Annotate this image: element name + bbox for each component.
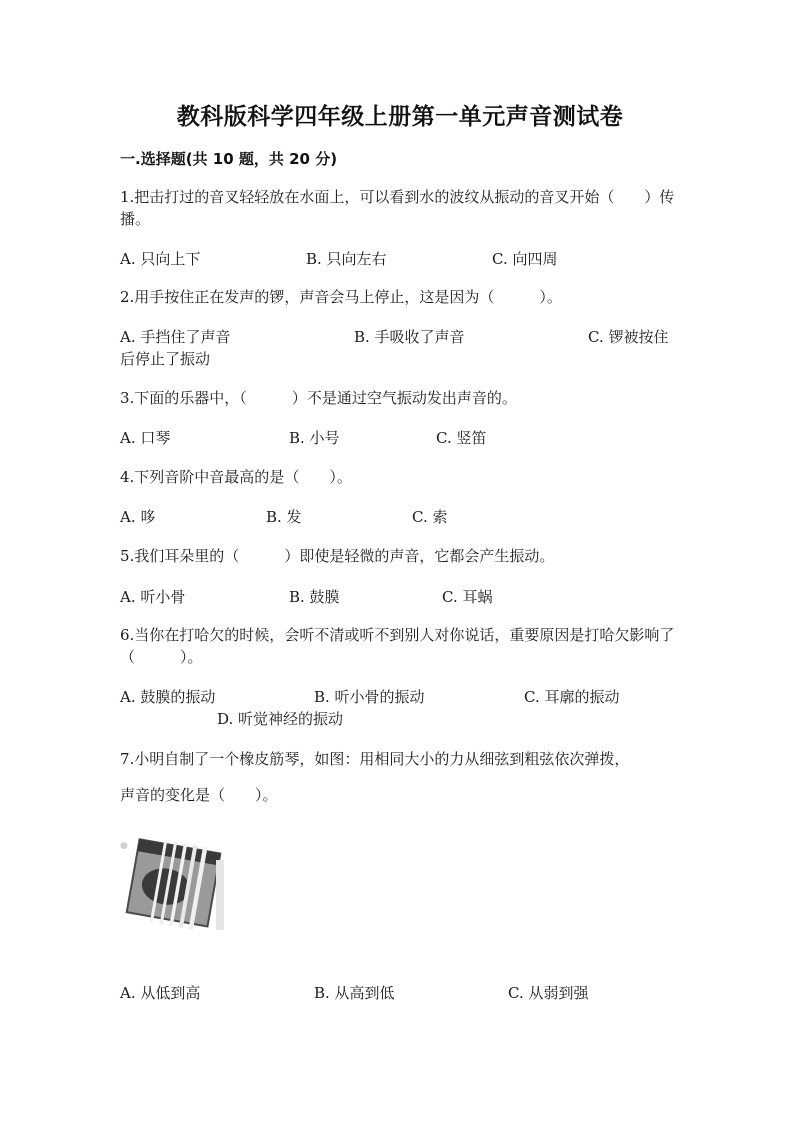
question-1-option-c: C. 向四周 bbox=[492, 250, 558, 268]
question-4-option-c: C. 索 bbox=[412, 508, 448, 526]
rubber-band-guitar-icon bbox=[118, 836, 230, 936]
question-7-stem-line-2: 声音的变化是（ ）。 bbox=[120, 786, 278, 804]
question-2-stem: 2.用手按住正在发声的锣，声音会马上停止，这是因为（ ）。 bbox=[120, 288, 562, 306]
question-6-option-d: D. 听觉神经的振动 bbox=[217, 710, 344, 728]
question-3-option-c: C. 竖笛 bbox=[436, 429, 487, 447]
svg-text:●: ● bbox=[120, 841, 128, 851]
question-4-stem: 4.下列音阶中音最高的是（ ）。 bbox=[120, 468, 352, 486]
question-3-stem: 3.下面的乐器中，（ ）不是通过空气振动发出声音的。 bbox=[120, 389, 517, 407]
question-6-option-b: B. 听小骨的振动 bbox=[314, 688, 425, 706]
question-5-option-a: A. 听小骨 bbox=[120, 588, 186, 606]
question-7-option-a: A. 从低到高 bbox=[120, 984, 201, 1002]
question-5-stem: 5.我们耳朵里的（ ）即使是轻微的声音，它都会产生振动。 bbox=[120, 547, 555, 565]
question-7-option-c: C. 从弱到强 bbox=[508, 984, 589, 1002]
question-2-option-c-continued: 后停止了振动 bbox=[120, 350, 211, 368]
question-5-option-c: C. 耳蜗 bbox=[442, 588, 493, 606]
question-4-option-a: A. 哆 bbox=[120, 508, 156, 526]
question-2-option-a: A. 手挡住了声音 bbox=[120, 328, 231, 346]
question-6-option-a: A. 鼓膜的振动 bbox=[120, 688, 216, 706]
question-1-option-b: B. 只向左右 bbox=[306, 250, 387, 268]
rubber-band-guitar-photo bbox=[118, 836, 230, 936]
question-3-option-b: B. 小号 bbox=[289, 429, 340, 447]
question-2-option-c: C. 锣被按住 bbox=[588, 328, 669, 346]
question-6-stem: 6.当你在打哈欠的时候，会听不清或听不到别人对你说话，重要原因是打哈欠影响了（ ）。 bbox=[120, 626, 675, 666]
section-heading: 一.选择题(共 10 题，共 20 分) bbox=[120, 150, 338, 168]
question-7-option-b: B. 从高到低 bbox=[314, 984, 395, 1002]
question-7-stem-line-1: 7.小明自制了一个橡皮筋琴，如图：用相同大小的力从细弦到粗弦依次弹拨， bbox=[120, 750, 630, 768]
question-1-option-a: A. 只向上下 bbox=[120, 250, 201, 268]
question-6-option-c: C. 耳廓的振动 bbox=[524, 688, 620, 706]
question-2-option-b: B. 手吸收了声音 bbox=[354, 328, 465, 346]
question-1-stem: 1.把击打过的音叉轻轻放在水面上，可以看到水的波纹从振动的音叉开始（ ）传播。 bbox=[120, 188, 675, 228]
page-title: 教科版科学四年级上册第一单元声音测试卷 bbox=[176, 104, 624, 130]
question-5-option-b: B. 鼓膜 bbox=[289, 588, 340, 606]
question-4-option-b: B. 发 bbox=[266, 508, 302, 526]
question-3-option-a: A. 口琴 bbox=[120, 429, 171, 447]
